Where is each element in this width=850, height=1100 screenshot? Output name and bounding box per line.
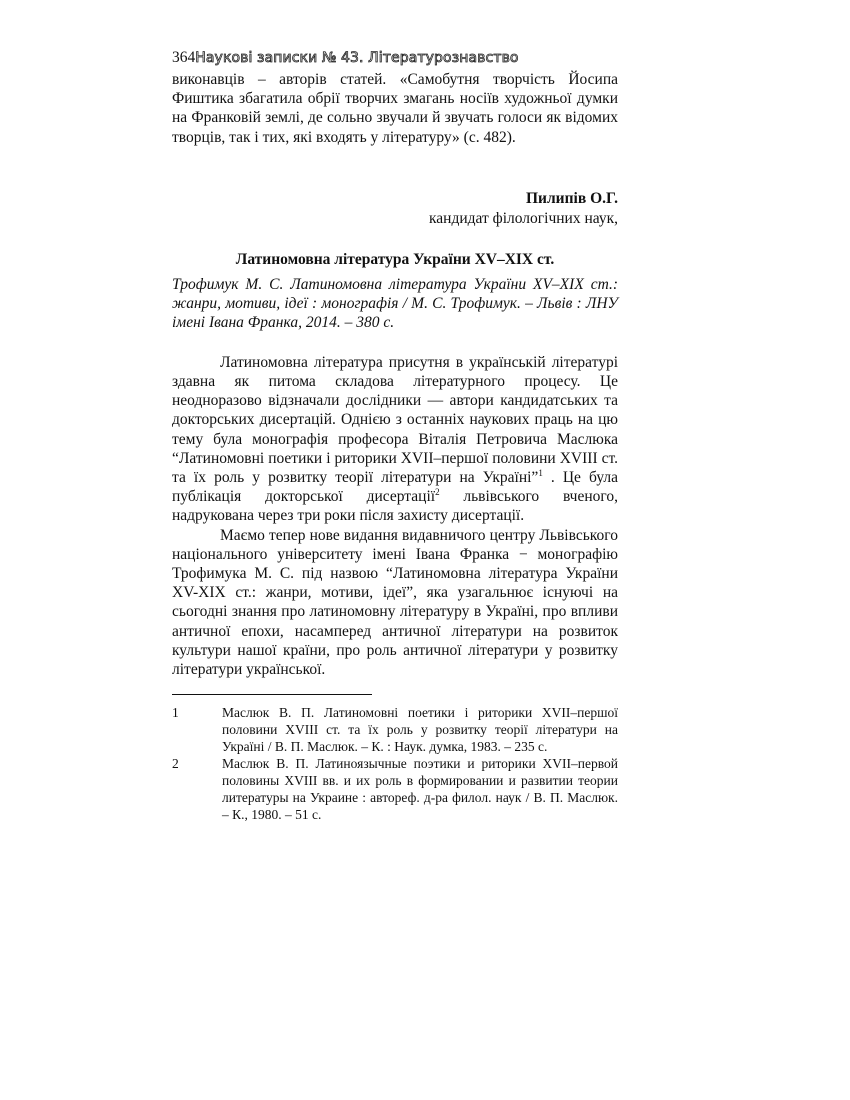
footnote-1 [172,704,618,755]
footnote-2 [172,755,618,823]
body-p1-text-c: львівського вченого, надрукована через три роки після захисту дисертації. [172,488,618,525]
book-citation: Трофимук М. С. Латиномовна література України XV–XIX ст.: жанри, мотиви, ідеї : монографія / М. С. Трофимук. – Львів : ЛНУ імені Івана Франка, 2014. – 380 с. [172,275,618,331]
intro-paragraph: виконавців – авторів статей. «Самобутня творчість Йосипа Фиштика збагатила обрії творчих змагань носіїв художньої думки на Франковій землі, де сольно звучали й звучать голоси як відомих творців, так і тих, які входять у літературу» (с. 482). [172,71,618,146]
body-paragraph-1 [172,353,618,526]
footnote-text: Маслюк В. П. Латиноязычные поэтики и риторики XVII–первой половины XVIII вв. и их роль в формировании и развитии теории литературы на Украине : автореф. д-ра филол. наук / В. П. Маслюк. – К., 1980. – 51 с. [222,756,618,823]
page-content [172,48,618,823]
page-number: 364 [172,49,196,66]
review-title: Латиномовна література України XV–XIX ст. [235,250,555,268]
author-name: Пилипів О.Г. [525,189,618,207]
body-p1-text-b: . Це була публікація докторської дисертації [172,469,618,506]
body-p1-text-a: Латиномовна література присутня в українській літературі здавна як питома складова літературного процесу. Це неодноразово відзначали дослідники — автори кандидатських та докторських дисертацій. Однією з останніх наукових праць на цю тему була монографія професора Віталія Петровича Маслюка “Латиномовні поетики і риторики XVII–першої половини XVIII ст. та їх роль у розвитку теорії літератури на Україні” [172,353,618,487]
footnote-number: 2 [172,756,179,772]
footnote-divider [172,694,372,695]
footnote-ref-2[interactable]: 2 [435,487,440,498]
author-degree: кандидат філологічних наук, [429,209,618,227]
footnote-ref-1[interactable]: 1 [538,468,543,479]
journal-title: Наукові записки № 43. Літературознавство [195,50,519,66]
running-header [172,48,618,68]
footnote-number: 1 [172,705,179,721]
body-paragraph-2: Маємо тепер нове видання видавничого центру Львівського національного університету імені Івана Франка − монографію Трофимука М. С. під назвою “Латиномовна література України XV-XIX ст.: жанри, мотиви, ідеї”, яка узагальнює існуючі на сьогодні знання про латиномовну літературу в Україні, про впливи античної епохи, насамперед античної літератури на розвиток культури нашої країни, про роль античної літератури у розвитку літератури української. [172,526,618,679]
footnote-text: Маслюк В. П. Латиномовні поетики і риторики XVII–першої половини XVIII ст. та їх роль у розвитку теорії літератури на Україні / В. П. Маслюк. – К. : Наук. думка, 1983. – 235 с. [222,705,618,755]
review-body [172,353,618,679]
author-block [172,189,618,229]
